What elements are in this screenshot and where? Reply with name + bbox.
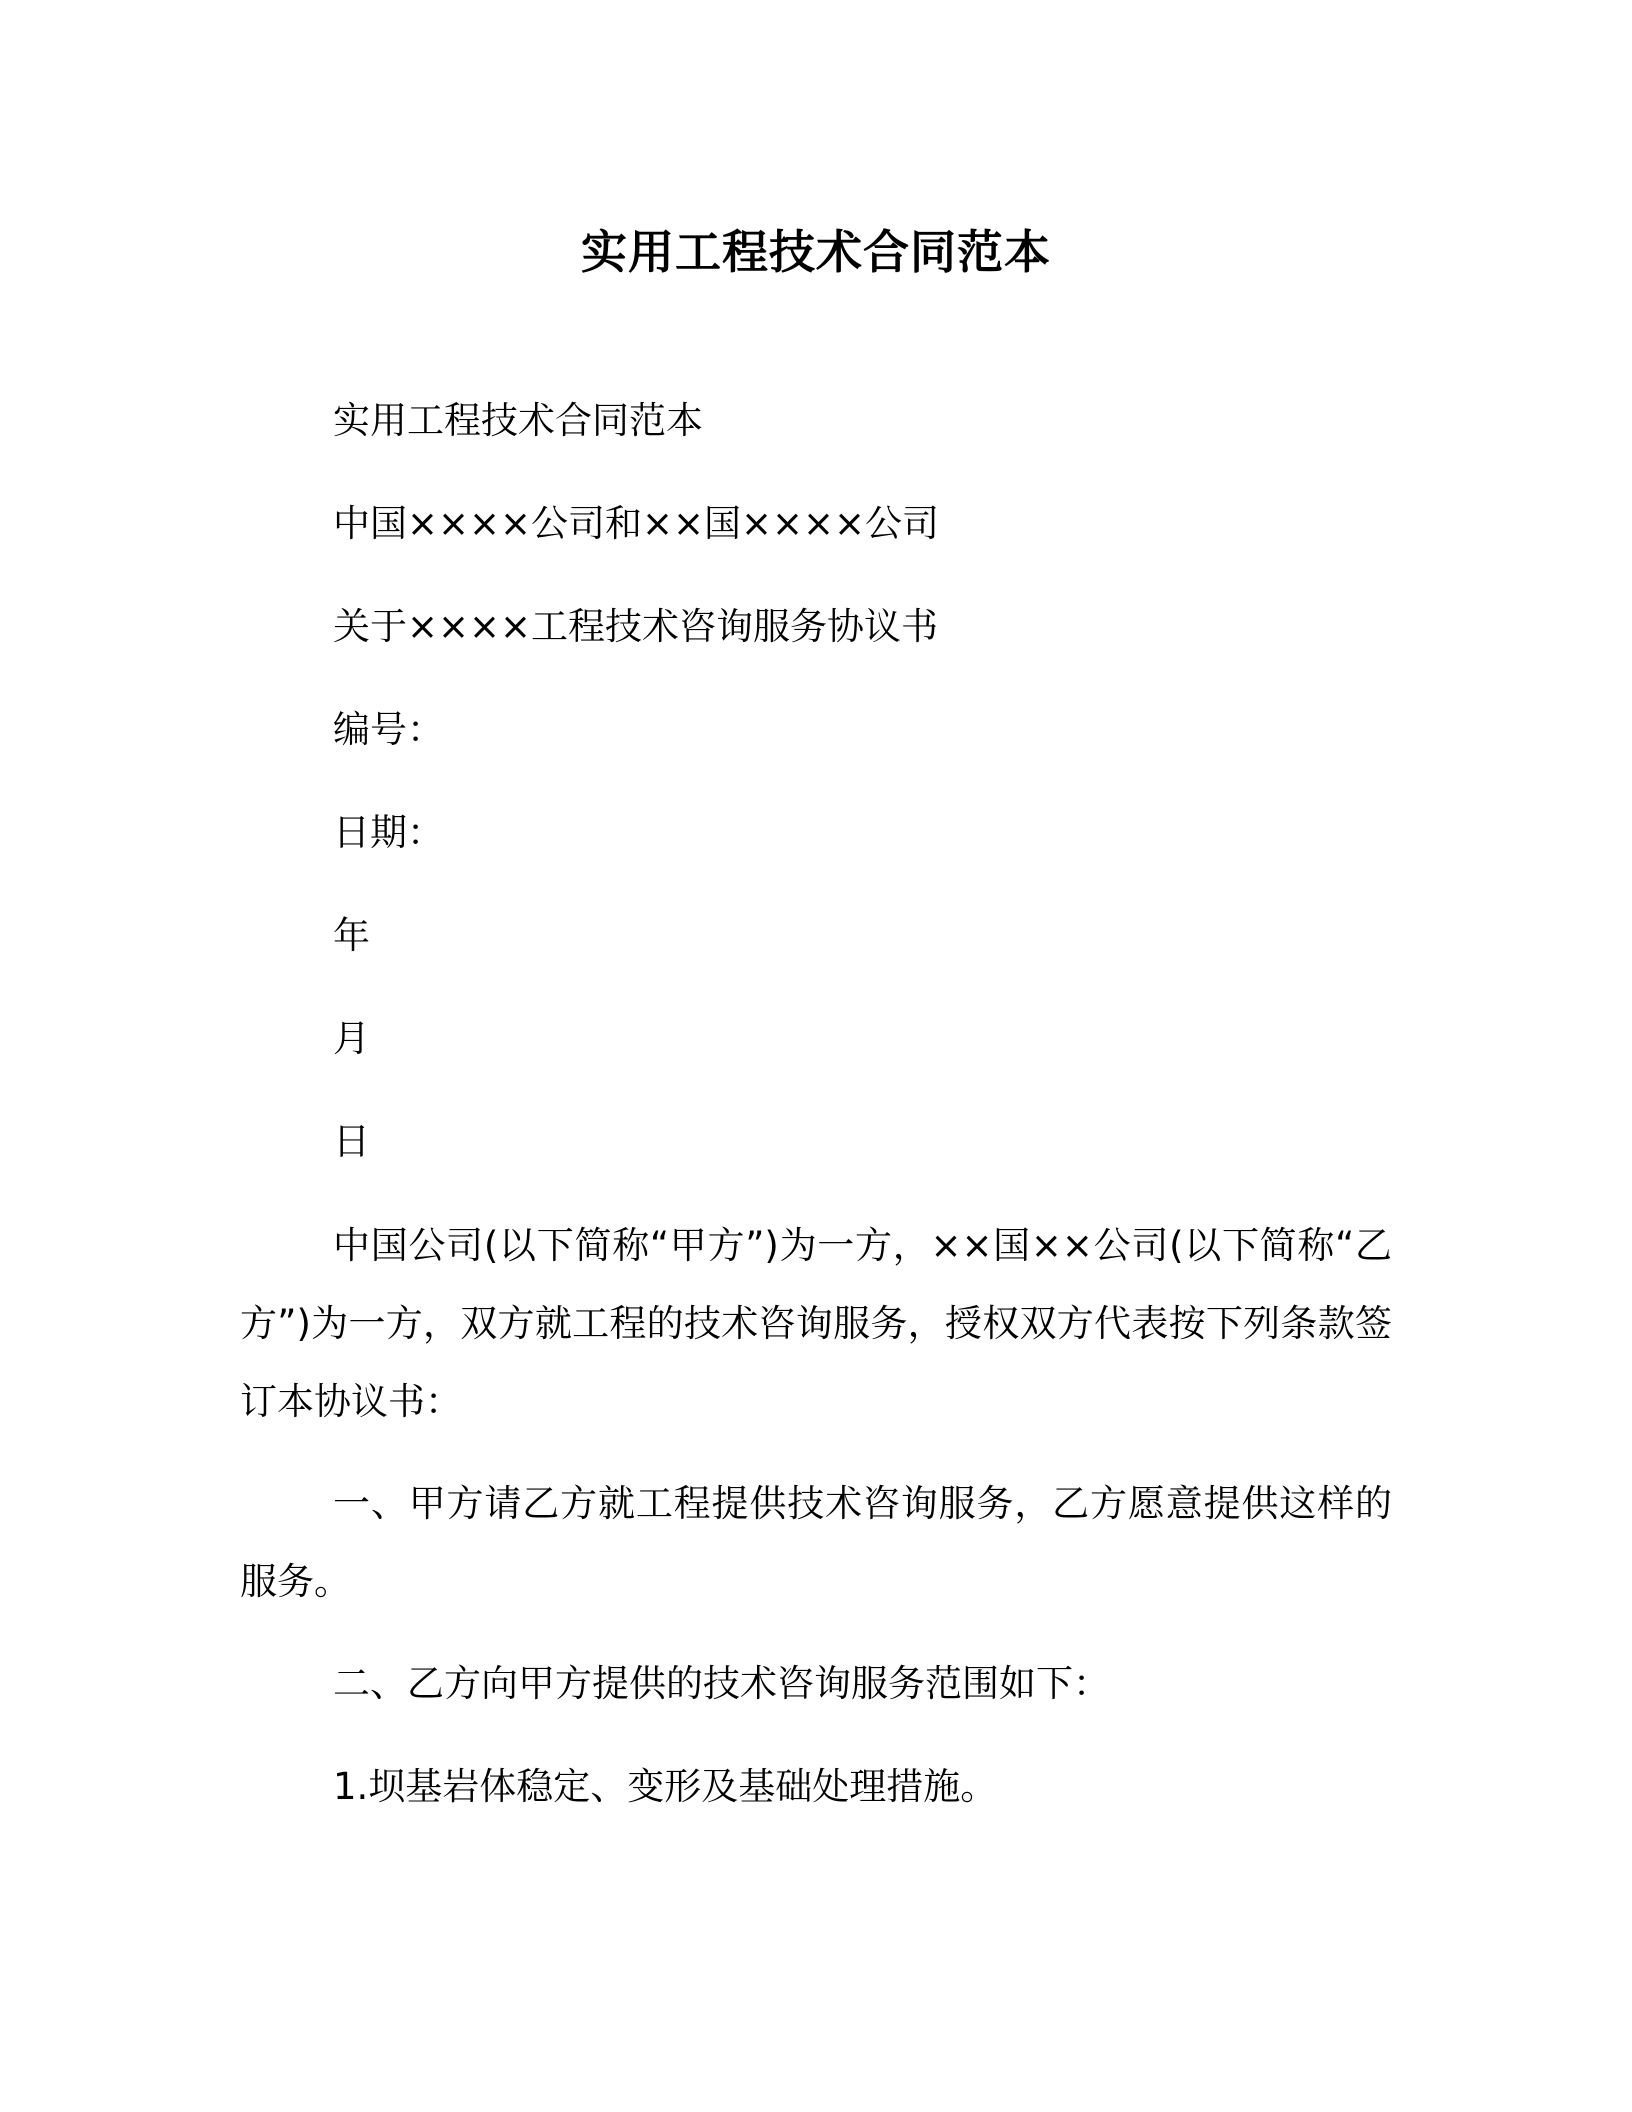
number-label: 编号： <box>333 708 444 751</box>
subtitle-line: 实用工程技术合同范本 <box>333 399 703 442</box>
clause-two-item-one: 1.坝基岩体稳定、变形及基础处理措施。 <box>333 1765 998 1808</box>
year-label: 年 <box>333 914 370 957</box>
month-label: 月 <box>333 1017 370 1060</box>
agreement-name-line: 关于××××工程技术咨询服务协议书 <box>333 605 939 648</box>
day-label: 日 <box>333 1120 370 1163</box>
clause-one-paragraph: 一、甲方请乙方就工程提供技术咨询服务，乙方愿意提供这样的服务。 <box>240 1482 1392 1603</box>
date-label: 日期： <box>333 811 444 854</box>
clause-two-paragraph: 二、乙方向甲方提供的技术咨询服务范围如下： <box>333 1662 1110 1705</box>
intro-paragraph: 中国公司(以下简称“甲方”)为一方，××国××公司(以下简称“乙方”)为一方，双方就工程的技术咨询服务，授权双方代表按下列条款签订本协议书： <box>240 1224 1392 1423</box>
document-title: 实用工程技术合同范本 <box>581 225 1051 279</box>
parties-line: 中国××××公司和××国××××公司 <box>333 502 940 545</box>
